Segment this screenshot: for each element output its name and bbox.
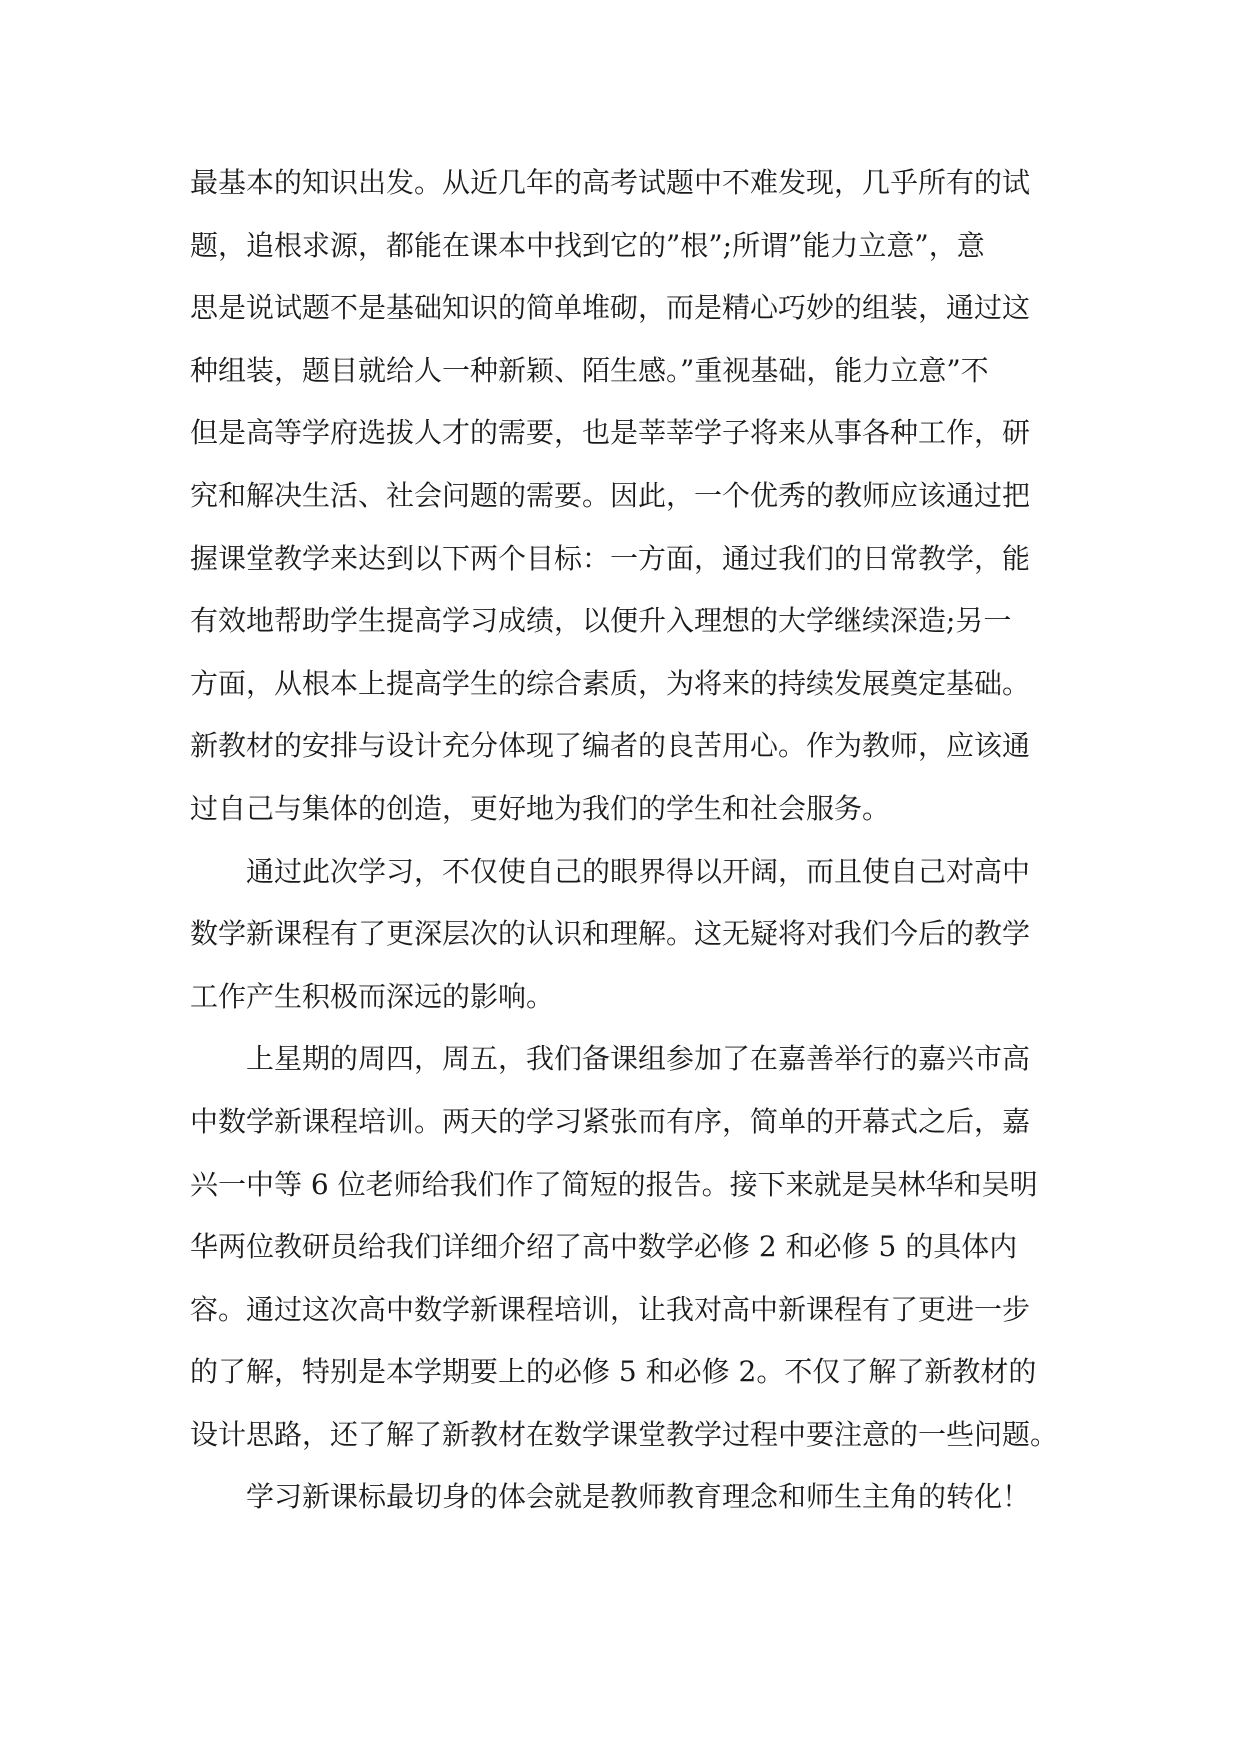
- text-line: 种组装，题目就给人一种新颖、陌生感。”重视基础，能力立意”不: [190, 353, 989, 387]
- text-line: 设计思路，还了解了新教材在数学课堂教学过程中要注意的一些问题。: [190, 1417, 1059, 1451]
- text-line: 兴一中等 6 位老师给我们作了简短的报告。接下来就是吴林华和吴明: [190, 1167, 1038, 1201]
- text-line: 题，追根求源，都能在课本中找到它的”根”;所谓”能力立意”，意: [190, 228, 985, 262]
- text-line: 的了解，特别是本学期要上的必修 5 和必修 2。不仅了解了新教材的: [190, 1355, 1037, 1389]
- paragraph: [190, 1028, 1060, 1466]
- text-line: 上星期的周四，周五，我们备课组参加了在嘉善举行的嘉兴市高: [246, 1042, 1031, 1076]
- text-line: 工作产生积极而深远的影响。: [190, 979, 555, 1013]
- text-line: 新教材的安排与设计充分体现了编者的良苦用心。作为教师，应该通: [190, 729, 1031, 763]
- text-line: 有效地帮助学生提高学习成绩，以便升入理想的大学继续深造;另一: [190, 604, 1012, 638]
- text-line: 学习新课标最切身的体会就是教师教育理念和师生主角的转化！: [246, 1480, 1031, 1514]
- text-line: 中数学新课程培训。两天的学习紧张而有序，简单的开幕式之后，嘉: [190, 1104, 1031, 1138]
- text-line: 思是说试题不是基础知识的简单堆砌，而是精心巧妙的组装，通过这: [190, 291, 1031, 325]
- text-line: 但是高等学府选拔人才的需要，也是莘莘学子将来从事各种工作，研: [190, 416, 1031, 450]
- paragraph: [190, 1466, 1060, 1529]
- text-line: 数学新课程有了更深层次的认识和理解。这无疑将对我们今后的教学: [190, 917, 1031, 951]
- text-line: 最基本的知识出发。从近几年的高考试题中不难发现，几乎所有的试: [190, 166, 1031, 199]
- document-body: [190, 152, 1060, 1529]
- text-line: 方面，从根本上提高学生的综合素质，为将来的持续发展奠定基础。: [190, 666, 1031, 700]
- text-line: 华两位教研员给我们详细介绍了高中数学必修 2 和必修 5 的具体内: [190, 1230, 1018, 1264]
- paragraph: [190, 152, 1060, 841]
- text-line: 握课堂教学来达到以下两个目标：一方面，通过我们的日常教学，能: [190, 541, 1031, 575]
- text-line: 容。通过这次高中数学新课程培训，让我对高中新课程有了更进一步: [190, 1292, 1031, 1326]
- text-line: 究和解决生活、社会问题的需要。因此，一个优秀的教师应该通过把: [190, 478, 1031, 512]
- paragraph: [190, 841, 1060, 1029]
- text-line: 通过此次学习，不仅使自己的眼界得以开阔，而且使自己对高中: [246, 854, 1031, 888]
- text-line: 过自己与集体的创造，更好地为我们的学生和社会服务。: [190, 791, 891, 825]
